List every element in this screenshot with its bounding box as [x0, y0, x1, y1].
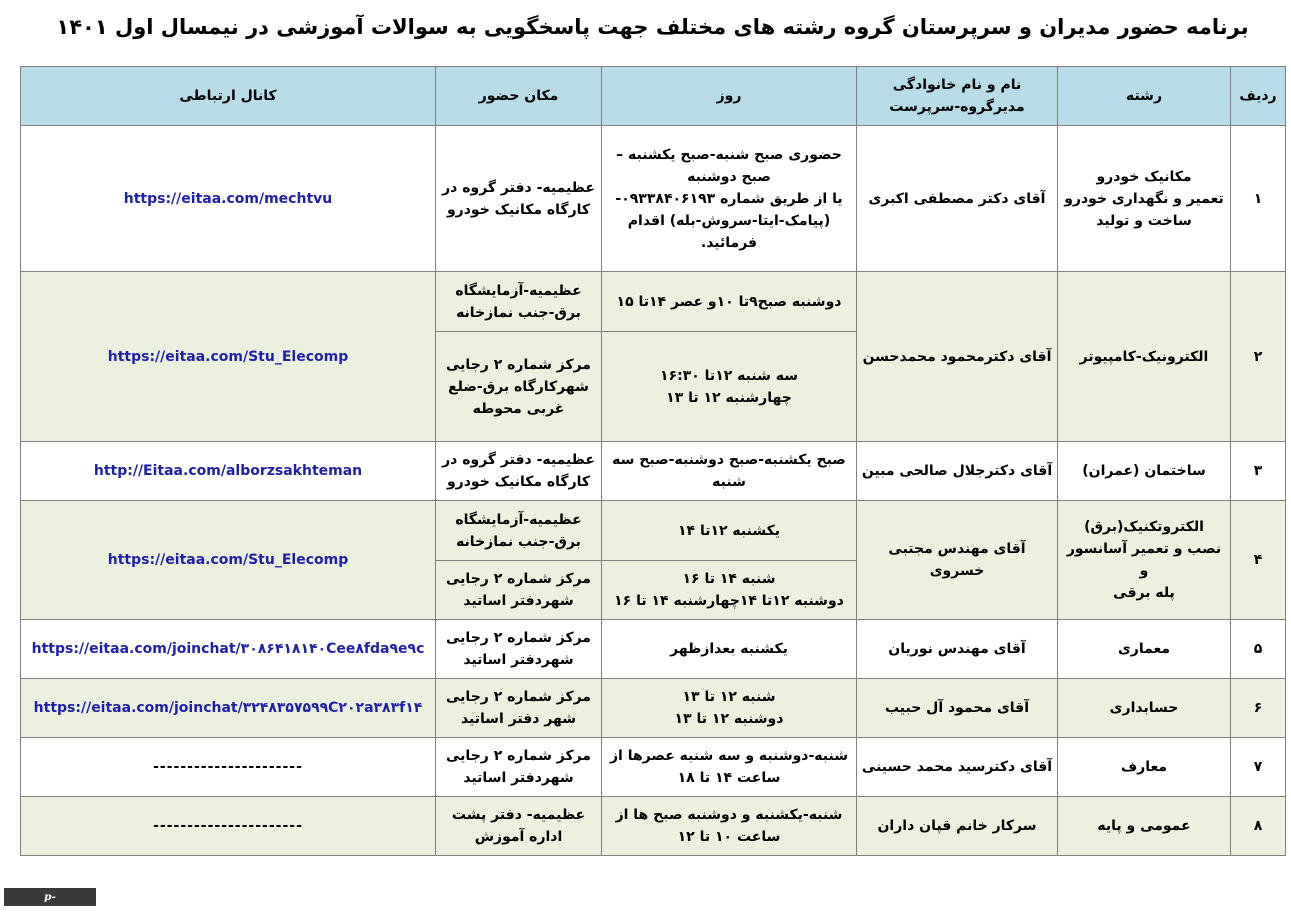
cell-rooz — [602, 442, 857, 501]
name-line: آقای مهندس مجتبی — [888, 541, 1026, 557]
cell-name — [857, 738, 1058, 797]
page-title: برنامه حضور مدیران و سرپرستان گروه رشته های مختلف جهت پاسخگویی به سوالات آموزشی در نیمسال اول ۱۴۰۱ — [56, 15, 1249, 39]
cell-makan — [436, 738, 602, 797]
makan-line: شهردفتر اساتید — [463, 770, 574, 786]
reshteh-line: تعمیر و نگهداری خودرو — [1064, 190, 1224, 207]
cell-name — [857, 501, 1058, 620]
cell-rooz — [602, 561, 857, 620]
makan-line: عظیمیه-آزمایشگاه — [455, 511, 582, 528]
reshteh-line: پله برقی — [1113, 585, 1175, 601]
makan-line: کارگاه مکانیک خودرو — [446, 474, 591, 490]
makan-line: شهرکارگاه برق-ضلع — [448, 378, 589, 395]
table-row — [21, 797, 1286, 856]
makan-line: عظیمیه- دفتر گروه در — [442, 452, 595, 468]
header-name-line2: مدیرگروه-سرپرست — [889, 99, 1025, 115]
reshteh-line: حسابداری — [1109, 700, 1179, 716]
cell-makan — [436, 620, 602, 679]
reshteh-line: الکترونیک-کامپیوتر — [1079, 348, 1209, 365]
cell-rooz — [602, 797, 857, 856]
rooz-line: ساعت ۱۴ تا ۱۸ — [677, 770, 781, 786]
reshteh-line: معارف — [1120, 759, 1168, 775]
cell-radif: ۳ — [1231, 442, 1286, 501]
cell-radif: ۶ — [1231, 679, 1286, 738]
makan-line: مرکز شماره ۲ رجایی — [446, 356, 591, 373]
rooz-line: شنبه-دوشنبه و سه شنبه عصرها از — [610, 748, 848, 764]
table-row — [21, 272, 1286, 332]
cell-reshteh — [1058, 679, 1231, 738]
makan-line: عظیمیه- دفتر پشت — [451, 807, 586, 823]
rooz-line: یکشنبه بعدازظهر — [670, 641, 788, 657]
cell-makan — [436, 272, 602, 332]
makan-line: برق-جنب نمازخانه — [456, 533, 581, 550]
rooz-line: یکشنبه ۱۲تا ۱۴ — [677, 522, 781, 539]
header-row — [21, 67, 1286, 126]
cell-rooz — [602, 501, 857, 561]
channel-link[interactable]: https://eitaa.com/Stu_Elecomp — [21, 272, 436, 442]
cell-makan — [436, 126, 602, 272]
rooz-line: شنبه ۱۲ تا ۱۳ — [682, 689, 776, 705]
reshteh-line: ساختمان (عمران) — [1082, 463, 1206, 479]
cell-reshteh — [1058, 442, 1231, 501]
schedule-table — [20, 66, 1286, 856]
cell-name — [857, 272, 1058, 442]
cell-makan — [436, 797, 602, 856]
rooz-line: شنبه — [712, 474, 746, 490]
cell-rooz — [602, 272, 857, 332]
rooz-line: دوشنبه ۱۲ تا ۱۳ — [674, 711, 784, 727]
name-line: آقای دکترمحمود محمدحسن — [862, 348, 1052, 365]
rooz-line: شنبه ۱۴ تا ۱۶ — [682, 571, 776, 587]
name-line: آقای دکترسید محمد حسینی — [861, 759, 1053, 775]
name-line: سرکار خانم قپان داران — [877, 818, 1037, 834]
rooz-line: شنبه-یکشنبه و دوشنبه صبح ها از — [615, 807, 843, 823]
table-row — [21, 442, 1286, 501]
makan-line: شهر دفتر اساتید — [460, 711, 577, 727]
table-row — [21, 620, 1286, 679]
cell-rooz — [602, 126, 857, 272]
name-line: خسروی — [929, 563, 985, 579]
cell-radif: ۴ — [1231, 501, 1286, 620]
makan-line: کارگاه مکانیک خودرو — [446, 201, 591, 218]
reshteh-line: نصب و تعمیر آسانسور و — [1066, 541, 1222, 579]
cell-reshteh — [1058, 272, 1231, 442]
cell-name — [857, 797, 1058, 856]
cell-radif: ۸ — [1231, 797, 1286, 856]
cell-makan — [436, 501, 602, 561]
cell-rooz — [602, 332, 857, 442]
header-name — [857, 67, 1058, 126]
cell-reshteh — [1058, 620, 1231, 679]
header-makan: مکان حضور — [436, 67, 602, 126]
makan-line: عظیمیه- دفتر گروه در — [442, 179, 595, 196]
table-row — [21, 679, 1286, 738]
header-kanal: کانال ارتباطی — [21, 67, 436, 126]
reshteh-line: مکانیک خودرو — [1096, 168, 1192, 185]
name-line: آقای مهندس نوریان — [888, 641, 1026, 657]
cell-radif: ۵ — [1231, 620, 1286, 679]
rooz-line: سه شنبه ۱۲تا ۱۶:۳۰ — [660, 367, 798, 384]
cell-reshteh — [1058, 126, 1231, 272]
rooz-line: (پیامک-ایتا-سروش-بله) اقدام — [627, 212, 831, 229]
rooz-line: یا از طریق شماره ۰۹۳۳۸۴۰۶۱۹۳- — [615, 190, 843, 207]
cell-makan — [436, 332, 602, 442]
makan-line: عظیمیه-آزمایشگاه — [455, 282, 582, 299]
cell-reshteh — [1058, 738, 1231, 797]
rooz-line: صبح یکشنبه-صبح دوشنبه-صبح سه — [612, 452, 846, 468]
name-line: آقای دکترجلال صالحی مبین — [861, 463, 1053, 479]
channel-link[interactable]: https://eitaa.com/mechtvu — [21, 126, 436, 272]
cell-reshteh — [1058, 797, 1231, 856]
cell-radif: ۷ — [1231, 738, 1286, 797]
reshteh-line: عمومی و پایه — [1097, 818, 1191, 834]
table-row — [21, 738, 1286, 797]
rooz-line: حضوری صبح شنبه-صبح یکشنبه – — [616, 146, 842, 163]
makan-line: اداره آموزش — [474, 829, 563, 845]
makan-line: غربی محوطه — [472, 400, 565, 417]
channel-empty: ---------------------- — [21, 797, 436, 856]
reshteh-line: الکتروتکنیک(برق) — [1084, 519, 1204, 535]
makan-line: برق-جنب نمازخانه — [456, 304, 581, 321]
cell-name — [857, 442, 1058, 501]
table-row — [21, 501, 1286, 561]
makan-line: مرکز شماره ۲ رجایی — [446, 630, 591, 646]
cell-rooz — [602, 738, 857, 797]
cell-makan — [436, 442, 602, 501]
table-row — [21, 126, 1286, 272]
cell-reshteh — [1058, 501, 1231, 620]
header-radif: ردیف — [1231, 67, 1286, 126]
channel-link[interactable]: https://eitaa.com/joinchat/۳۰۸۶۴۱۸۱۴۰Cee۸fda۹e۹c — [21, 620, 436, 679]
makan-line: شهردفتر اساتید — [463, 652, 574, 668]
rooz-line: دوشنبه صبح۹تا ۱۰و عصر ۱۴تا ۱۵ — [616, 293, 842, 310]
makan-line: مرکز شماره ۲ رجایی — [446, 571, 591, 587]
header-name-line1: نام و نام خانوادگی — [892, 77, 1022, 93]
name-line: آقای دکتر مصطفی اکبری — [868, 190, 1046, 207]
cell-name — [857, 126, 1058, 272]
rooz-line: ساعت ۱۰ تا ۱۲ — [677, 829, 781, 845]
site-watermark[interactable]: p-karaj.tvu.ac.ir — [4, 888, 96, 906]
makan-line: مرکز شماره ۲ رجایی — [446, 689, 591, 705]
rooz-line: فرمائید. — [700, 234, 758, 251]
rooz-line: چهارشنبه ۱۲ تا ۱۳ — [666, 389, 792, 406]
cell-rooz — [602, 620, 857, 679]
reshteh-line: معماری — [1117, 641, 1171, 657]
cell-makan — [436, 679, 602, 738]
cell-radif: ۱ — [1231, 126, 1286, 272]
cell-makan — [436, 561, 602, 620]
channel-link[interactable]: http://Eitaa.com/alborzsakhteman — [21, 442, 436, 501]
header-reshteh: رشته — [1058, 67, 1231, 126]
name-line: آقای محمود آل حبیب — [884, 700, 1030, 716]
cell-name — [857, 679, 1058, 738]
reshteh-line: ساخت و تولید — [1096, 212, 1192, 229]
cell-rooz — [602, 679, 857, 738]
channel-link[interactable]: https://eitaa.com/joinchat/۳۲۴۸۳۵۷۵۹۹C۲۰۲a۳۸۳f۱۴ — [21, 679, 436, 738]
rooz-line: دوشنبه ۱۲تا ۱۴چهارشنبه ۱۴ تا ۱۶ — [614, 593, 844, 609]
channel-link[interactable]: https://eitaa.com/Stu_Elecomp — [21, 501, 436, 620]
cell-name — [857, 620, 1058, 679]
header-rooz: روز — [602, 67, 857, 126]
cell-radif: ۲ — [1231, 272, 1286, 442]
channel-empty: ---------------------- — [21, 738, 436, 797]
makan-line: مرکز شماره ۲ رجایی — [446, 748, 591, 764]
makan-line: شهردفتر اساتید — [463, 593, 574, 609]
rooz-line: صبح دوشنبه — [687, 168, 771, 185]
